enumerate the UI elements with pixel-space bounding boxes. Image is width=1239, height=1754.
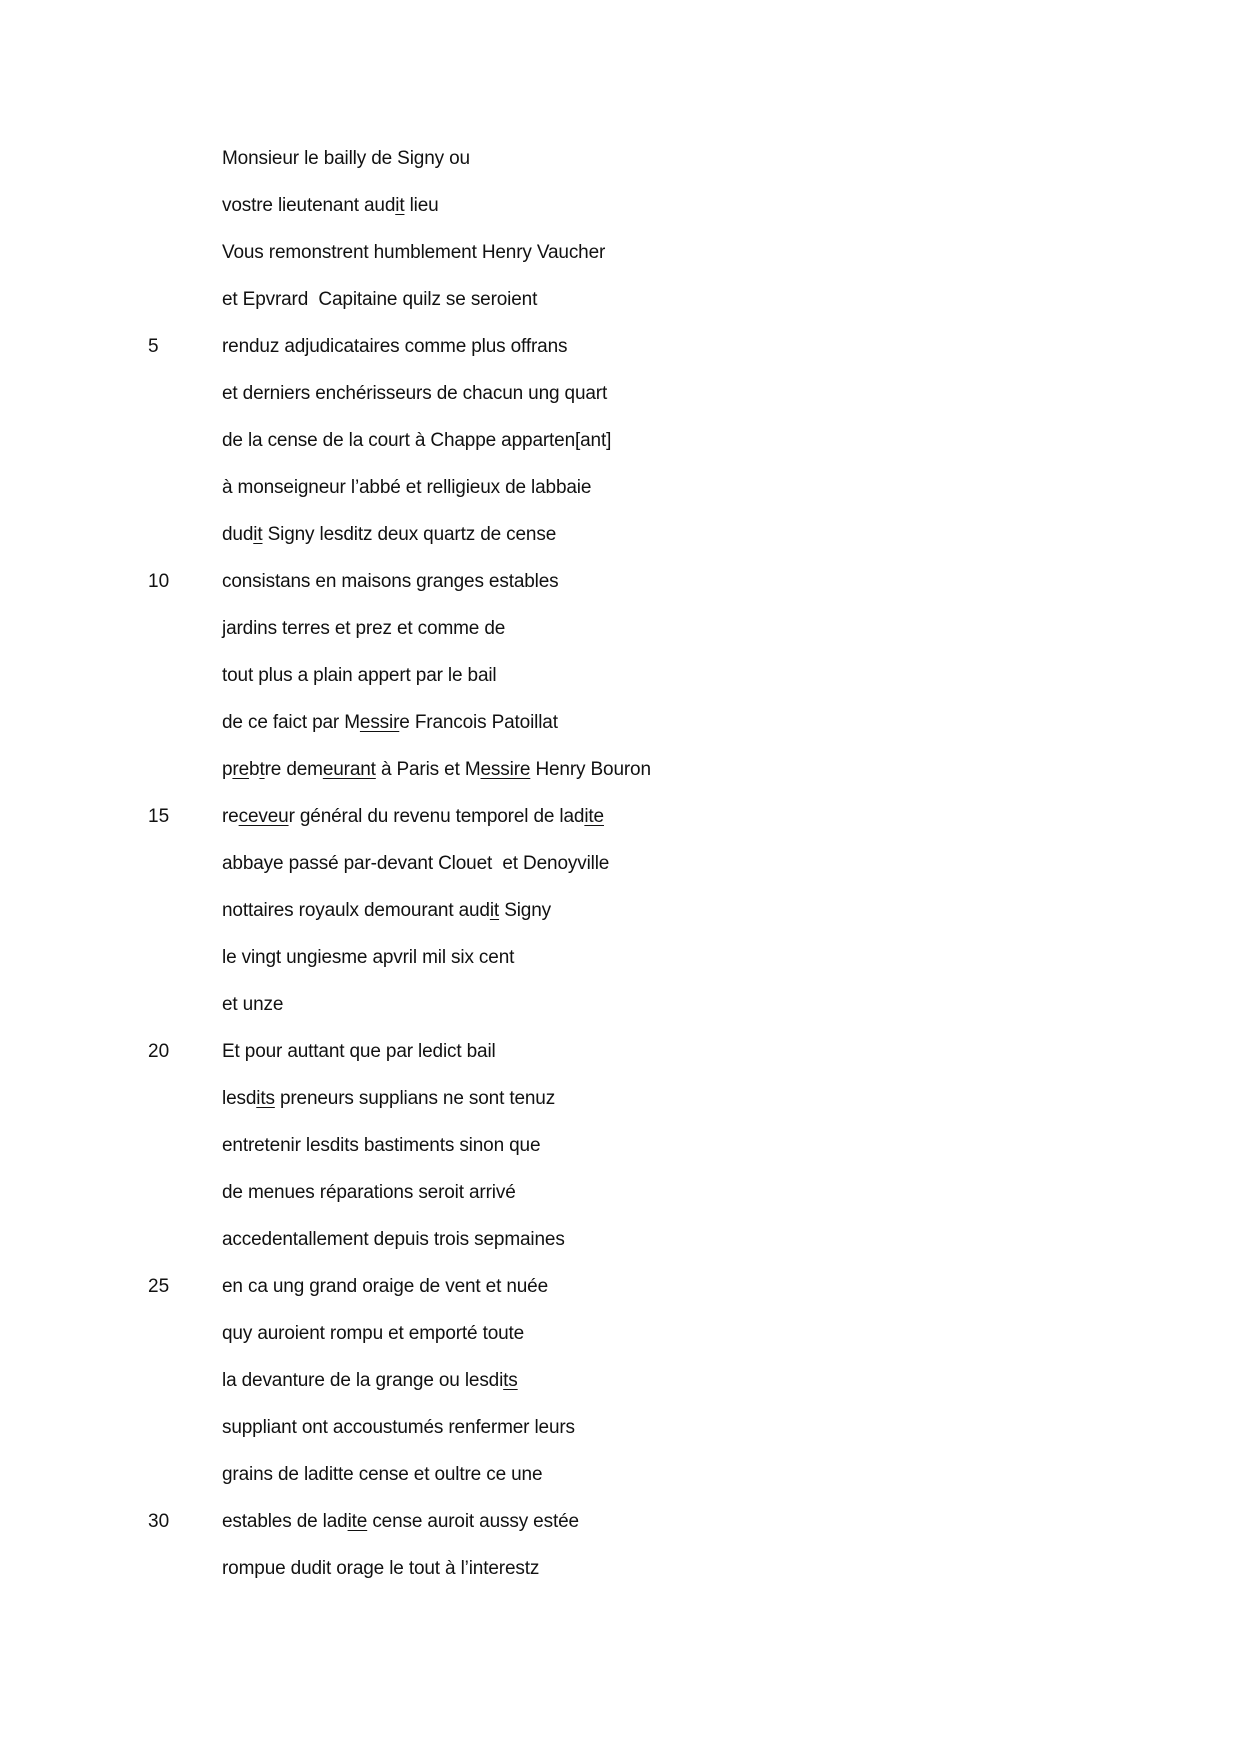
transcription-line [0,1507,1239,1554]
text-segment: lesd [222,1088,257,1109]
text-segment: grains de laditte cense et oultre ce une [222,1464,543,1485]
transcription-line [0,661,1239,708]
line-text [222,1319,524,1349]
text-segment: renduz adjudicataires comme plus offrans [222,336,568,357]
text-segment: la devanture de la grange ou lesdi [222,1370,504,1391]
line-text [222,473,591,503]
text-segment: rompue dudit orage le tout à l’interestz [222,1558,540,1579]
text-segment: à Paris et M [375,759,481,780]
text-segment: entretenir lesdits bastiments sinon que [222,1135,541,1156]
line-text [222,191,439,221]
underlined-expansion: it [253,524,263,545]
text-segment: Signy lesditz deux quartz de cense [262,524,557,545]
transcription-line [0,426,1239,473]
line-text [222,567,559,597]
text-segment: Et pour auttant que par ledict bail [222,1041,496,1062]
underlined-expansion: it [489,900,500,921]
text-segment: Henry Bouron [530,759,651,780]
line-text [222,1413,575,1443]
line-text [222,238,605,268]
transcription-line [0,1272,1239,1319]
transcription-line [0,1037,1239,1084]
line-text [222,755,651,785]
underlined-expansion: re [232,759,250,780]
text-segment: b [249,759,260,780]
line-text [222,285,537,315]
text-segment: lieu [404,195,439,216]
line-number: 30 [148,1511,170,1532]
line-text [222,896,551,926]
line-text [222,1507,579,1537]
transcription-line [0,285,1239,332]
transcription-line [0,520,1239,567]
transcription-line [0,1319,1239,1366]
text-segment: de la cense de la court à Chappe apparten[ant] [222,430,612,451]
line-text [222,520,556,550]
line-number: 20 [148,1041,170,1062]
transcription-line [0,1554,1239,1601]
text-segment: cense auroit aussy estée [367,1511,579,1532]
transcription-line [0,943,1239,990]
underlined-expansion: t [259,759,265,780]
underlined-expansion: ite [584,806,604,827]
line-text [222,379,607,409]
text-segment: dud [222,524,254,545]
text-segment: de menues réparations seroit arrivé [222,1182,516,1203]
underlined-expansion: ite [347,1511,368,1532]
text-segment: quy auroient rompu et emporté toute [222,1323,525,1344]
text-segment: nottaires royaulx demourant aud [222,900,490,921]
text-segment: estables de lad [222,1511,348,1532]
transcription-line [0,1178,1239,1225]
transcription-line [0,802,1239,849]
text-segment: le vingt ungiesme apvril mil six cent [222,947,515,968]
transcription-line [0,1366,1239,1413]
text-segment: accedentallement depuis trois sepmaines [222,1229,565,1250]
transcription-line [0,1084,1239,1131]
text-segment: et Epvrard Capitaine quilz se seroient [222,289,538,310]
line-text [222,614,505,644]
underlined-expansion: eurant [322,759,376,780]
text-segment: tout plus a plain appert par le bail [222,665,497,686]
line-text [222,1554,539,1584]
transcription-line [0,379,1239,426]
line-text [222,332,567,362]
text-segment: jardins terres et prez et comme de [222,618,506,639]
transcription-line [0,990,1239,1037]
text-segment: et derniers enchérisseurs de chacun ung quart [222,383,608,404]
transcription-line [0,238,1239,285]
transcription-line [0,1460,1239,1507]
underlined-expansion: ts [503,1370,518,1391]
line-text [222,426,611,456]
line-text [222,990,283,1020]
line-text [222,708,558,738]
line-text [222,1272,548,1302]
text-segment: preneurs supplians ne sont tenuz [274,1088,556,1109]
transcription-lines [0,144,1239,1601]
transcription-line [0,191,1239,238]
text-segment: re [222,806,239,827]
transcription-line [0,708,1239,755]
underlined-expansion: essire [480,759,531,780]
underlined-expansion: its [256,1088,275,1109]
transcription-line [0,896,1239,943]
text-segment: abbaye passé par-devant Clouet et Denoyville [222,853,610,874]
text-segment: r général du revenu temporel de lad [288,806,585,827]
line-text [222,661,497,691]
line-text [222,1366,518,1396]
line-text [222,1178,516,1208]
transcription-line [0,1413,1239,1460]
line-number: 10 [148,571,170,592]
transcription-line [0,567,1239,614]
text-segment: à monseigneur l’abbé et relligieux de labbaie [222,477,592,498]
text-segment: consistans en maisons granges estables [222,571,559,592]
text-segment: Monsieur le bailly de Signy ou [222,148,470,169]
underlined-expansion: ceveu [238,806,289,827]
underlined-expansion: it [395,195,405,216]
line-text [222,1084,555,1114]
line-number: 15 [148,806,170,827]
line-text [222,1225,565,1255]
text-segment: re dem [264,759,323,780]
text-segment: vostre lieutenant aud [222,195,396,216]
text-segment: p [222,759,233,780]
text-segment: Vous remonstrent humblement Henry Vaucher [222,242,606,263]
text-segment: Signy [499,900,551,921]
line-text [222,849,609,879]
text-segment: de ce faict par M [222,712,360,733]
transcription-line [0,1131,1239,1178]
line-text [222,1460,542,1490]
transcription-line [0,849,1239,896]
text-segment: en ca ung grand oraige de vent et nuée [222,1276,549,1297]
line-text [222,943,514,973]
transcription-line [0,144,1239,191]
line-text [222,802,604,832]
transcription-line [0,755,1239,802]
line-number: 5 [148,336,159,357]
text-segment: suppliant ont accoustumés renfermer leurs [222,1417,575,1438]
transcription-line [0,1225,1239,1272]
line-text [222,1037,496,1067]
transcription-line [0,473,1239,520]
transcription-line [0,332,1239,379]
underlined-expansion: essir [359,712,400,733]
line-number: 25 [148,1276,170,1297]
line-text [222,144,470,174]
text-segment: e Francois Patoillat [399,712,558,733]
transcription-line [0,614,1239,661]
line-text [222,1131,540,1161]
text-segment: et unze [222,994,284,1015]
